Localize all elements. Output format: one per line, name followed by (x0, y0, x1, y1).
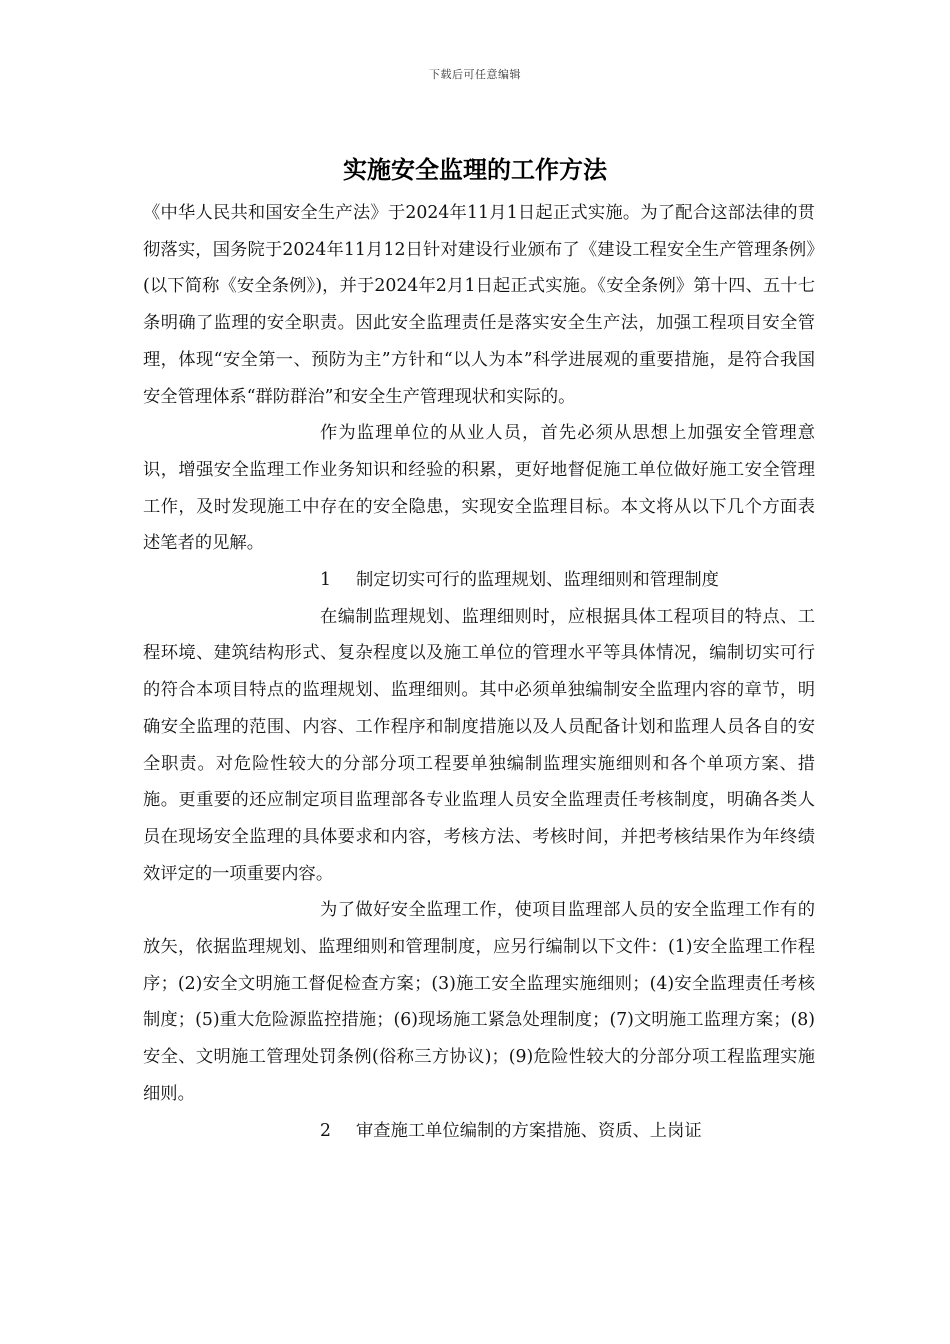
section-number: 2 (320, 1120, 331, 1141)
section-title: 审查施工单位编制的方案措施、资质、上岗证 (356, 1120, 702, 1141)
document-title: 实施安全监理的工作方法 (343, 155, 607, 184)
section-heading-2 (143, 1113, 815, 1150)
paragraph-intro: 《中华人民共和国安全生产法》于2024年11月1日起正式实施。为了配合这部法律的贯彻落实，国务院于2024年11月12日针对建设行业颁布了《建设工程安全生产管理条例》(以下简称《安全条例》)，并于2024年2月1日起正式实施。《安全条例》第十四、五十七条明确了监理的安全职责。因此安全监理责任是落实安全生产法，加强工程项目安全管理，体现“安全第一、预防为主”方针和“以人为本”科学进展观的重要措施，是符合我国安全管理体系“群防群治”和安全生产管理现状和实际的。 (143, 203, 815, 407)
paragraph-purpose: 作为监理单位的从业人员，首先必须从思想上加强安全管理意识，增强安全监理工作业务知识和经验的积累，更好地督促施工单位做好施工安全管理工作，及时发现施工中存在的安全隐患，实现安全监理目标。本文将从以下几个方面表述笔者的见解。 (143, 423, 815, 554)
document-body (143, 195, 815, 1149)
section-number: 1 (320, 570, 331, 591)
section-heading-1 (143, 562, 815, 599)
section-title: 制定切实可行的监理规划、监理细则和管理制度 (356, 570, 719, 591)
header-note: 下载后可任意编辑 (429, 68, 521, 81)
paragraph-documents: 为了做好安全监理工作，使项目监理部人员的安全监理工作有的放矢，依据监理规划、监理细则和管理制度，应另行编制以下文件：(1)安全监理工作程序；(2)安全文明施工督促检查方案；(3)施工安全监理实施细则；(4)安全监理责任考核制度；(5)重大危险源监控措施；(6)现场施工紧急处理制度；(7)文明施工监理方案；(8)安全、文明施工管理处罚条例(俗称三方协议)；(9)危险性较大的分部分项工程监理实施细则。 (143, 900, 815, 1104)
paragraph-planning: 在编制监理规划、监理细则时，应根据具体工程项目的特点、工程环境、建筑结构形式、复杂程度以及施工单位的管理水平等具体情况，编制切实可行的符合本项目特点的监理规划、监理细则。其中必须单独编制安全监理内容的章节，明确安全监理的范围、内容、工作程序和制度措施以及人员配备计划和监理人员各自的安全职责。对危险性较大的分部分项工程要单独编制监理实施细则和各个单项方案、措施。更重要的还应制定项目监理部各专业监理人员安全监理责任考核制度，明确各类人员在现场安全监理的具体要求和内容，考核方法、考核时间，并把考核结果作为年终绩效评定的一项重要内容。 (143, 606, 815, 884)
